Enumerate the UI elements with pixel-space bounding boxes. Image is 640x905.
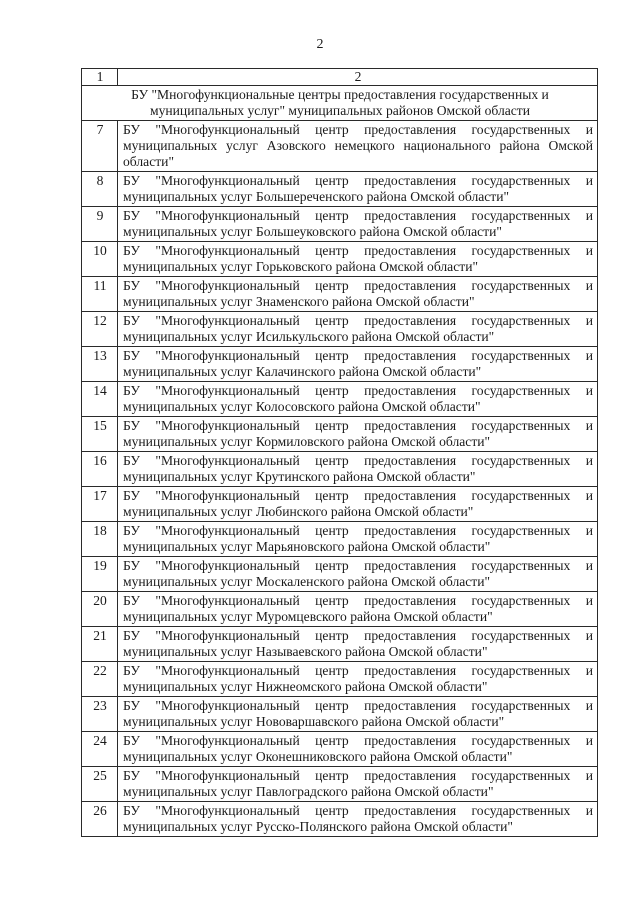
row-number: 10 xyxy=(82,242,118,277)
table-row xyxy=(82,627,598,662)
row-number: 9 xyxy=(82,207,118,242)
row-text: БУ "Многофункциональный центр предоставления государственных и муниципальных услуг Марьяновского района Омской области" xyxy=(118,522,598,557)
table-row xyxy=(82,767,598,802)
row-text: БУ "Многофункциональный центр предоставления государственных и муниципальных услуг Называевского района Омской области" xyxy=(118,627,598,662)
table-row xyxy=(82,557,598,592)
row-text: БУ "Многофункциональный центр предоставления государственных и муниципальных услуг Исилькульского района Омской области" xyxy=(118,312,598,347)
group-row xyxy=(82,86,598,121)
table-row xyxy=(82,662,598,697)
table-row xyxy=(82,242,598,277)
table-row xyxy=(82,121,598,172)
row-number: 20 xyxy=(82,592,118,627)
row-number: 16 xyxy=(82,452,118,487)
row-text: БУ "Многофункциональный центр предоставления государственных и муниципальных услуг Азовского немецкого национального района Омской области" xyxy=(118,121,598,172)
row-number: 12 xyxy=(82,312,118,347)
table-row xyxy=(82,592,598,627)
table-row xyxy=(82,522,598,557)
row-text: БУ "Многофункциональный центр предоставления государственных и муниципальных услуг Нововаршавского района Омской области" xyxy=(118,697,598,732)
row-number: 14 xyxy=(82,382,118,417)
row-text: БУ "Многофункциональный центр предоставления государственных и муниципальных услуг Кормиловского района Омской области" xyxy=(118,417,598,452)
row-number: 7 xyxy=(82,121,118,172)
row-number: 26 xyxy=(82,802,118,837)
row-number: 15 xyxy=(82,417,118,452)
row-number: 23 xyxy=(82,697,118,732)
row-number: 19 xyxy=(82,557,118,592)
row-number: 8 xyxy=(82,172,118,207)
table-row xyxy=(82,207,598,242)
row-text: БУ "Многофункциональный центр предоставления государственных и муниципальных услуг Знаменского района Омской области" xyxy=(118,277,598,312)
row-number: 13 xyxy=(82,347,118,382)
row-text: БУ "Многофункциональный центр предоставления государственных и муниципальных услуг Большеуковского района Омской области" xyxy=(118,207,598,242)
row-text: БУ "Многофункциональный центр предоставления государственных и муниципальных услуг Павлоградского района Омской области" xyxy=(118,767,598,802)
mfc-table xyxy=(81,68,598,837)
table-body xyxy=(82,69,598,837)
table-row xyxy=(82,732,598,767)
row-text: БУ "Многофункциональный центр предоставления государственных и муниципальных услуг Калачинского района Омской области" xyxy=(118,347,598,382)
header-cell-1: 1 xyxy=(82,69,118,86)
table-row xyxy=(82,487,598,522)
table-row xyxy=(82,382,598,417)
row-text: БУ "Многофункциональный центр предоставления государственных и муниципальных услуг Москаленского района Омской области" xyxy=(118,557,598,592)
table-row xyxy=(82,452,598,487)
group-title-text: БУ "Многофункциональные центры предоставления государственных и муниципальных услуг" муниципальных районов Омской области xyxy=(131,87,549,118)
row-number: 21 xyxy=(82,627,118,662)
row-number: 11 xyxy=(82,277,118,312)
row-text: БУ "Многофункциональный центр предоставления государственных и муниципальных услуг Муромцевского района Омской области" xyxy=(118,592,598,627)
header-row xyxy=(82,69,598,86)
table-row xyxy=(82,312,598,347)
table-row xyxy=(82,347,598,382)
row-text: БУ "Многофункциональный центр предоставления государственных и муниципальных услуг Колосовского района Омской области" xyxy=(118,382,598,417)
row-text: БУ "Многофункциональный центр предоставления государственных и муниципальных услуг Оконешниковского района Омской области" xyxy=(118,732,598,767)
table-row xyxy=(82,172,598,207)
table-row xyxy=(82,697,598,732)
row-text: БУ "Многофункциональный центр предоставления государственных и муниципальных услуг Крутинского района Омской области" xyxy=(118,452,598,487)
header-cell-2: 2 xyxy=(118,69,598,86)
table-row xyxy=(82,802,598,837)
row-number: 18 xyxy=(82,522,118,557)
row-text: БУ "Многофункциональный центр предоставления государственных и муниципальных услуг Нижнеомского района Омской области" xyxy=(118,662,598,697)
row-number: 24 xyxy=(82,732,118,767)
row-number: 25 xyxy=(82,767,118,802)
table-row xyxy=(82,417,598,452)
row-number: 17 xyxy=(82,487,118,522)
row-text: БУ "Многофункциональный центр предоставления государственных и муниципальных услуг Любинского района Омской области" xyxy=(118,487,598,522)
row-number: 22 xyxy=(82,662,118,697)
page-number: 2 xyxy=(316,37,324,52)
row-text: БУ "Многофункциональный центр предоставления государственных и муниципальных услуг Горьковского района Омской области" xyxy=(118,242,598,277)
row-text: БУ "Многофункциональный центр предоставления государственных и муниципальных услуг Большереченского района Омской области" xyxy=(118,172,598,207)
row-text: БУ "Многофункциональный центр предоставления государственных и муниципальных услуг Русско-Полянского района Омской области" xyxy=(118,802,598,837)
table-row xyxy=(82,277,598,312)
group-title xyxy=(82,86,598,121)
